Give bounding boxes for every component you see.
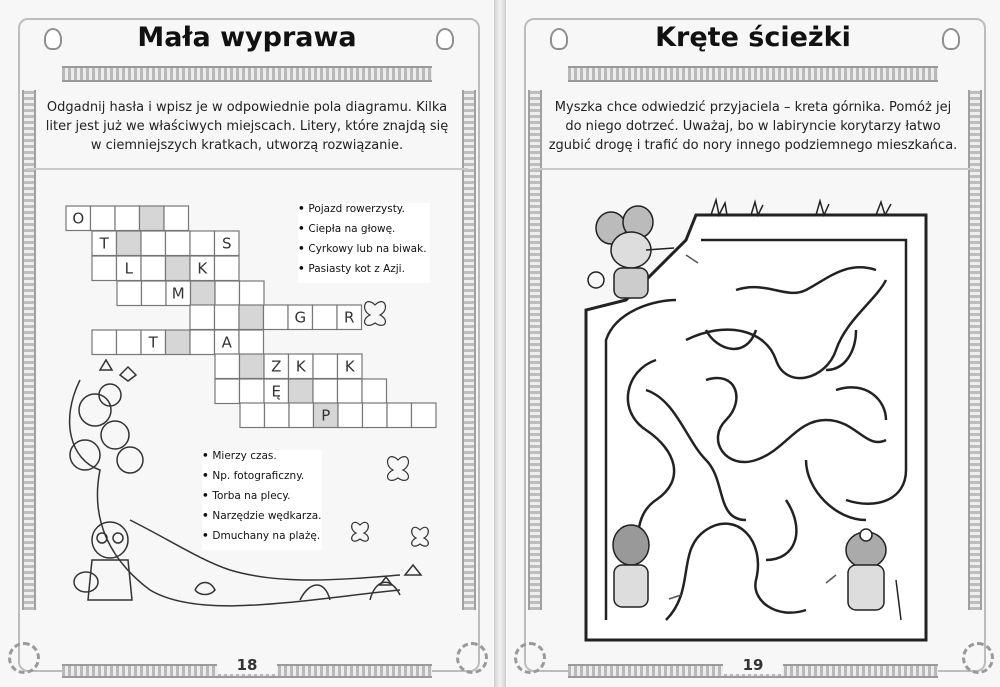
- clue-item: • Dmuchany na plażę.: [202, 530, 322, 542]
- crossword-letter: Z: [271, 357, 282, 376]
- clue-item: • Pojazd rowerzysty.: [298, 203, 430, 215]
- page-title: Mała wyprawa: [137, 22, 357, 53]
- page-number: 18: [217, 656, 277, 674]
- clue-item: • Pasiasty kot z Azji.: [298, 263, 430, 275]
- grass-decoration: [711, 200, 891, 215]
- crossword-letter: S: [221, 234, 232, 253]
- crossword-letter: R: [344, 308, 355, 327]
- crossword-letter: O: [72, 209, 85, 228]
- crossword-letter: K: [197, 259, 208, 278]
- crossword-letter: A: [221, 333, 232, 352]
- gear-icon: [962, 642, 994, 674]
- gear-icon: [8, 642, 40, 674]
- clue-item: • Np. fotograficzny.: [202, 470, 322, 482]
- crossword-letter: G: [294, 308, 307, 327]
- gear-icon: [456, 642, 488, 674]
- page-title: Kręte ścieżki: [655, 22, 851, 53]
- left-page: [0, 0, 494, 687]
- maze-illustration: [506, 0, 1000, 687]
- crossword-letter: Ę: [271, 382, 281, 401]
- crossword-letter: T: [148, 333, 158, 352]
- crossword-letter: M: [171, 284, 185, 303]
- book-gutter: [494, 0, 506, 687]
- clue-item: • Torba na plecy.: [202, 490, 322, 502]
- clue-item: • Narzędzie wędkarza.: [202, 510, 322, 522]
- gear-icon: [514, 642, 546, 674]
- crossword-letter: K: [344, 357, 355, 376]
- butterfly-icon: [352, 302, 429, 547]
- mole-character: [613, 525, 649, 607]
- crossword-letter: L: [124, 259, 133, 278]
- clue-item: • Mierzy czas.: [202, 450, 322, 462]
- crossword-letter: P: [321, 406, 331, 425]
- right-page: [506, 0, 1000, 687]
- instructions-text: Odgadnij hasła i wpisz je w odpowiednie pola diagramu. Kilka liter jest już we właściwych miejscach. Litery, które znajdą się w ciemniejszych kratkach, utworzą rozwiązanie.: [45, 100, 449, 153]
- instructions-text: Myszka chce odwiedzić przyjaciela – kreta górnika. Pomóż jej do niego dotrzeć. Uważaj, bo w labiryncie korytarzy łatwo zgubić drogę i trafić do nory innego podziemnego mieszkańca.: [548, 100, 958, 153]
- clue-item: • Cyrkowy lub na biwak.: [298, 243, 430, 255]
- crossword-letter: T: [99, 234, 109, 253]
- explorer-illustration: [0, 0, 494, 687]
- clue-item: • Ciepła na głowę.: [298, 223, 430, 235]
- page-number: 19: [723, 656, 783, 674]
- crossword-letter: K: [295, 357, 306, 376]
